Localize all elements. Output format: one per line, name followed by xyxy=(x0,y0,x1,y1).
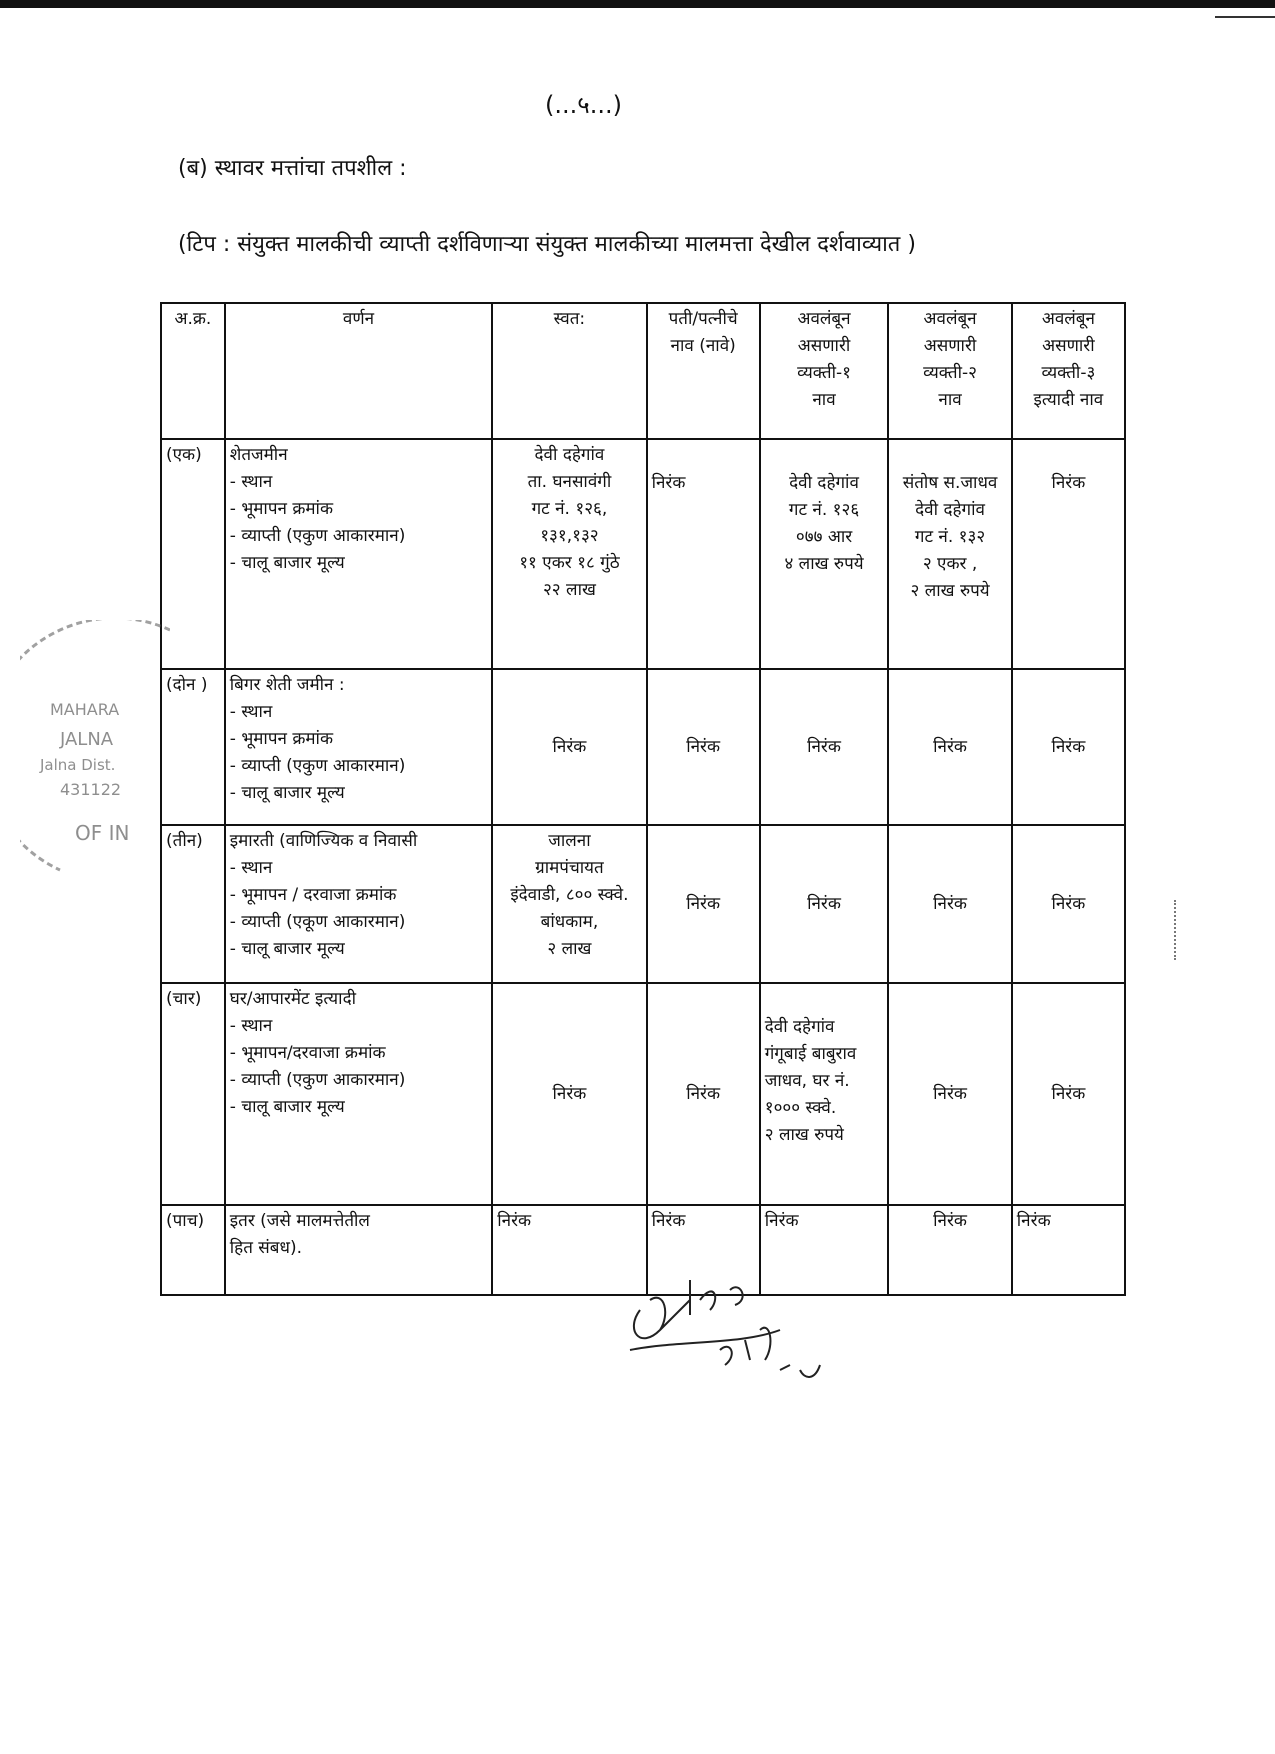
spouse-cell: निरंक xyxy=(647,669,760,825)
serial-cell: (दोन ) xyxy=(161,669,225,825)
svg-text:OF IN: OF IN xyxy=(75,821,130,845)
dependent-1-cell: निरंक xyxy=(760,1205,889,1295)
dependent-2-cell: निरंक xyxy=(888,1205,1011,1295)
header-serial: अ.क्र. xyxy=(161,303,225,439)
description-cell: शेतजमीन - स्थान - भूमापन क्रमांक - व्याप्ती (एकुण आकारमान) - चालू बाजार मूल्य xyxy=(225,439,492,669)
self-cell: निरंक xyxy=(492,983,646,1205)
header-dependent-3: अवलंबून असणारी व्यक्ती-३ इत्यादी नाव xyxy=(1012,303,1125,439)
svg-text:JALNA: JALNA xyxy=(60,729,114,750)
description-cell: इतर (जसे मालमत्तेतील हित संबध). xyxy=(225,1205,492,1295)
header-self: स्वत: xyxy=(492,303,646,439)
spouse-cell: निरंक xyxy=(647,825,760,983)
svg-text:MAHARA: MAHARA xyxy=(50,700,120,719)
header-dependent-1: अवलंबून असणारी व्यक्ती-१ नाव xyxy=(760,303,889,439)
dependent-2-cell: संतोष स.जाधव देवी दहेगांव गट नं. १३२ २ एकर , २ लाख रुपये xyxy=(888,439,1011,669)
spouse-cell: निरंक xyxy=(647,439,760,669)
self-cell: देवी दहेगांव ता. घनसावंगी गट नं. १२६, १३१,१३२ ११ एकर १८ गुंठे २२ लाख xyxy=(492,439,646,669)
note-text: (टिप : संयुक्त मालकीची व्याप्ती दर्शविणाऱ्या संयुक्त मालकीच्या मालमत्ता देखील दर्शवाव्यात ) xyxy=(178,232,916,257)
scan-corner-mark xyxy=(1215,0,1275,18)
page-number: (...५...) xyxy=(545,91,622,119)
self-cell: निरंक xyxy=(492,1205,646,1295)
self-cell: जालना ग्रामपंचायत इंदेवाडी, ८०० स्क्वे. बांधकाम, २ लाख xyxy=(492,825,646,983)
dependent-1-cell: देवी दहेगांव गट नं. १२६ ०७७ आर ४ लाख रुपये xyxy=(760,439,889,669)
table-header-row xyxy=(161,303,1125,439)
table-row xyxy=(161,439,1125,669)
serial-cell: (पाच) xyxy=(161,1205,225,1295)
header-description: वर्णन xyxy=(225,303,492,439)
serial-cell: (चार) xyxy=(161,983,225,1205)
section-heading: (ब) स्थावर मत्तांचा तपशील : xyxy=(178,156,407,181)
dependent-3-cell: निरंक xyxy=(1012,669,1125,825)
description-cell: बिगर शेती जमीन : - स्थान - भूमापन क्रमांक - व्याप्ती (एकुण आकारमान) - चालू बाजार मूल्य xyxy=(225,669,492,825)
serial-cell: (एक) xyxy=(161,439,225,669)
dependent-3-cell: निरंक xyxy=(1012,1205,1125,1295)
scan-noise xyxy=(1174,900,1180,960)
svg-text:431122: 431122 xyxy=(60,780,122,799)
dependent-1-cell: निरंक xyxy=(760,825,889,983)
spouse-cell: निरंक xyxy=(647,983,760,1205)
dependent-3-cell: निरंक xyxy=(1012,983,1125,1205)
immovable-assets-table xyxy=(160,302,1126,1296)
scan-top-border xyxy=(0,0,1275,8)
handwritten-signature-icon xyxy=(620,1270,860,1420)
spouse-cell: निरंक xyxy=(647,1205,760,1295)
dependent-3-cell: निरंक xyxy=(1012,825,1125,983)
self-cell: निरंक xyxy=(492,669,646,825)
official-stamp-icon xyxy=(20,620,170,880)
table-row xyxy=(161,669,1125,825)
description-cell: घर/आपारमेंट इत्यादी - स्थान - भूमापन/दरवाजा क्रमांक - व्याप्ती (एकुण आकारमान) - चालू बाजार मूल्य xyxy=(225,983,492,1205)
dependent-2-cell: निरंक xyxy=(888,669,1011,825)
dependent-2-cell: निरंक xyxy=(888,825,1011,983)
table-row xyxy=(161,825,1125,983)
svg-text:Jalna Dist.: Jalna Dist. xyxy=(40,756,116,774)
dependent-2-cell: निरंक xyxy=(888,983,1011,1205)
serial-cell: (तीन) xyxy=(161,825,225,983)
header-spouse: पती/पत्नीचे नाव (नावे) xyxy=(647,303,760,439)
dependent-3-cell: निरंक xyxy=(1012,439,1125,669)
dependent-1-cell: निरंक xyxy=(760,669,889,825)
description-cell: इमारती (वाणिज्यिक व निवासी - स्थान - भूमापन / दरवाजा क्रमांक - व्याप्ती (एकूण आकारमान) - चालू बाजार मूल्य xyxy=(225,825,492,983)
header-dependent-2: अवलंबून असणारी व्यक्ती-२ नाव xyxy=(888,303,1011,439)
dependent-1-cell: देवी दहेगांव गंगूबाई बाबुराव जाधव, घर नं. १००० स्क्वे. २ लाख रुपये xyxy=(760,983,889,1205)
table-row xyxy=(161,983,1125,1205)
